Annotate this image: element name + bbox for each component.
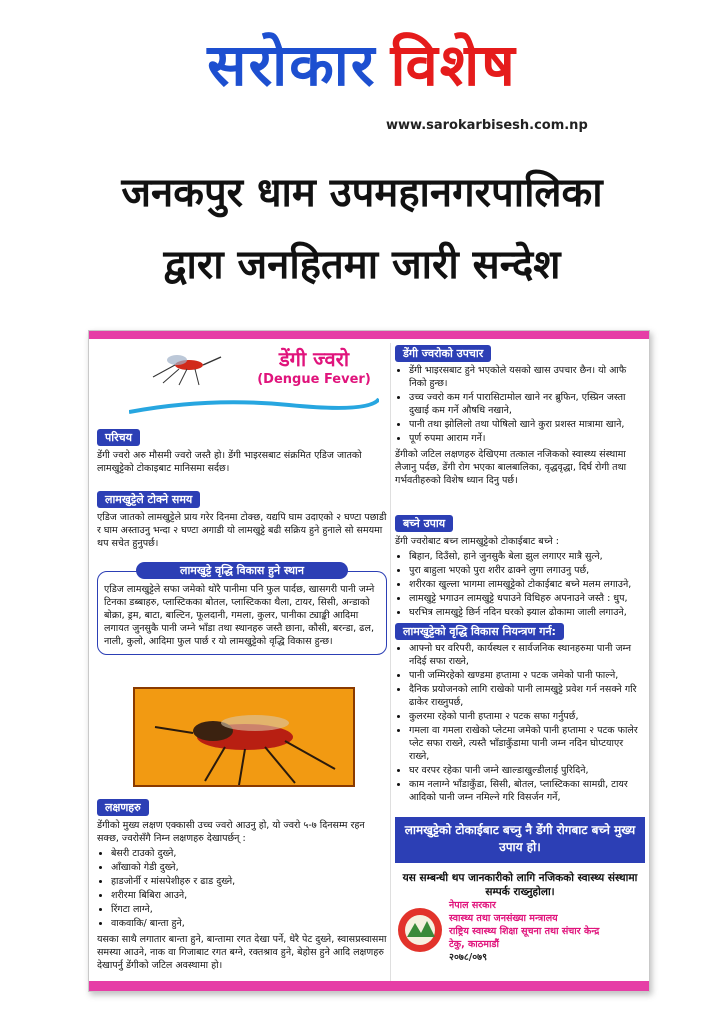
prevention-item: • शरीरका खुल्ला भागमा लामखुट्टेको टोकाईबाट बच्ने मलम लगाउने, — [409, 578, 645, 591]
prevention-intro: डेंगी ज्वरोबाट बच्न लामखुट्टेको टोकाईबाट बच्ने : — [395, 536, 559, 547]
symptom-item: • वाकवाकि/ बान्ता हुने, — [111, 917, 387, 930]
brand-name-part2: विशेष — [390, 31, 517, 99]
poster-title-block — [239, 345, 389, 387]
symptoms-closing: यसका साथै लगातार बान्ता हुने, बान्तामा रगत देखा पर्ने, धेरै पेट दुख्ने, स्वासप्रस्वासमा समस्या आउने, नाक वा गिजाबाट रगत बग्ने, रक्तश्राव हुने, बेहोस हुने आदि लक्षणहरु देखापर्नु डेंगीको जटिल अवस्थामा हो। — [97, 934, 387, 971]
control-item: • कुलरमा रहेको पानी हप्तामा २ पटक सफा गर्नुपर्छ, — [409, 710, 645, 723]
mosquito-photo — [133, 687, 355, 787]
prevention-list — [395, 550, 645, 619]
symptom-item: • रिंगटा लाग्ने, — [111, 903, 387, 916]
brand-name-part1: सरोकार — [207, 31, 377, 99]
treatment-note: डेंगीको जटिल लक्षणहरु देखिएमा तत्काल नजिकको स्वास्थ्य संस्थामा लैजानु पर्दछ, डेंगी रोग भएका बालबालिका, वृद्धवृद्धा, दिर्घ रोगी तथा गर्भवतीहरुको विशेष ध्यान दिनु पर्छ। — [395, 449, 627, 486]
symptoms-list — [97, 847, 387, 930]
issuer-gov: नेपाल सरकार — [449, 900, 496, 911]
breeding-heading: लामखुट्टे वृद्धि विकास हुने स्थान — [136, 562, 348, 579]
treatment-item: • पानी तथा झोलिलो तथा पोषिलो खाने कुरा प्रशस्त मात्रामा खाने, — [409, 418, 645, 431]
poster-bottom-band — [89, 981, 649, 991]
breeding-section — [97, 564, 387, 655]
brand-logo — [0, 30, 724, 100]
headline-line2: द्वारा जनहितमा जारी सन्देश — [163, 242, 561, 288]
control-section — [395, 623, 645, 805]
prevention-item: • घरभित्र लामखुट्टे छिर्न नदिन घरको झ्याल ढोकामा जाली लगाउने, — [409, 606, 645, 619]
bite-time-section — [97, 491, 387, 550]
brand-url[interactable]: www.sarokarbisesh.com.np — [386, 118, 588, 133]
dengue-poster — [88, 330, 650, 992]
control-item: • दैनिक प्रयोजनको लागि राखेको पानी लामखुट्टे प्रवेश गर्न नसक्ने गरि ढाकेर राख्नुपर्छ, — [409, 683, 645, 709]
prevention-item: • लामखुट्टे भगाउन लामखुट्टे धपाउने विधिहरु अपनाउने जस्तै : धुप, — [409, 592, 645, 605]
symptom-item: • बेसरी टाउको दुख्ने, — [111, 847, 387, 860]
control-item: • काम नलाग्ने भाँडाकुँडा, सिसी, बोतल, प्लास्टिकका सामग्री, टायर आदिको पानी जम्न नमिल्ने गरि विसर्जन गर्ने, — [409, 778, 645, 804]
issuer-ministry: स्वास्थ्य तथा जनसंख्या मन्त्रालय — [449, 913, 558, 924]
poster-top-band — [89, 331, 649, 339]
intro-heading: परिचय — [97, 429, 140, 446]
issuer-block — [449, 899, 645, 964]
bite-time-heading: लामखुट्टेले टोक्ने समय — [97, 491, 200, 508]
intro-text: डेंगी ज्वरो अरु मौसमी ज्वरो जस्तै हो। डेंगी भाइरसबाट संक्रमित एडिज जातको लामखुट्टेको टोकाइबाट मानिसमा सर्दछ। — [97, 450, 362, 474]
nepal-emblem-icon — [395, 905, 445, 955]
symptoms-intro: डेंगीको मुख्य लक्षण एक्कासी उच्च ज्वरो आउनु हो, यो ज्वरो ५-७ दिनसम्म रहन सक्छ, ज्वरोसँगै निम्न लक्षणहरु देखापर्छन् : — [97, 820, 365, 844]
brand-name — [0, 30, 724, 100]
issuer-center: राष्ट्रिय स्वास्थ्य शिक्षा सूचना तथा संचार केन्द्र — [449, 926, 600, 937]
prevention-heading: बच्ने उपाय — [395, 515, 453, 532]
contact-note: यस सम्बन्धी थप जानकारीको लागि नजिकको स्वास्थ्य संस्थामा सम्पर्क राख्नुहोला। — [402, 872, 638, 898]
control-list — [395, 642, 645, 804]
intro-section — [97, 429, 387, 475]
symptoms-section — [97, 799, 387, 972]
bite-time-text: एडिज जातको लामखुट्टेले प्राय गरेर दिनमा टोक्छ, यद्यपि घाम उदाएको २ घण्टा पछाडी र घाम अस्ताउनु भन्दा २ घण्टा अगाडी यो लामखुट्टे बढी सक्रिय हुने हुनाले सो समयमा थप सचेत हुनुपर्छ। — [97, 512, 387, 549]
symptoms-heading: लक्षणहरु — [97, 799, 149, 816]
treatment-item: • पूर्ण रुपमा आराम गर्ने। — [409, 432, 645, 445]
key-message-banner: लामखुट्टेको टोकाईबाट बच्नु नै डेंगी रोगबाट बच्ने मुख्य उपाय हो। — [395, 817, 645, 863]
treatment-section — [395, 345, 645, 487]
poster-title-np: डेंगी ज्वरो — [278, 347, 350, 371]
treatment-heading: डेंगी ज्वरोको उपचार — [395, 345, 491, 362]
control-item: • पानी जम्मिरहेको खण्डमा हप्तामा २ पटक जमेको पानी फाल्ने, — [409, 669, 645, 682]
control-item: • गमला वा गमला राखेको प्लेटमा जमेको पानी हप्तामा २ पटक फालेर प्लेट सफा राख्ने, त्यस्तै भाँडाकुँडामा पानी जम्न नदिन घोप्टयाएर राख्ने, — [409, 724, 645, 763]
prevention-section — [395, 515, 645, 620]
issuer-place: टेकु, काठमाडौं — [449, 939, 499, 950]
wave-decoration — [129, 397, 379, 417]
treatment-list — [395, 364, 645, 445]
breeding-text: एडिज लामखुट्टेले सफा जमेको थोरै पानीमा पनि फुल पार्दछ, खासगरी पानी जम्ने टिनका डब्बाहरु, प्लास्टिकका बोतल, प्लास्टिकका थैला, टायर, सिसी, अन्डाको बोक्रा, ड्रम, बाटा, बाल्टिन, फूलदानी, गमला, कुलर, पानीका ट्याङ्की आदिमा लगायत जुनसुकै पानी जम्ने भाँडा तथा स्थानहरु जस्तै छाना, कौसी, बरन्डा, ढल, नाली, कुलो, आदिमा फुल पार्छ र यो लामखुट्टेको वृद्धि विकास हुन्छ। — [104, 584, 375, 647]
breeding-box — [97, 564, 387, 655]
poster-title-en: (Dengue Fever) — [257, 372, 371, 387]
control-heading: लामखुट्टेको वृद्धि विकास नियन्त्रण गर्न: — [395, 623, 564, 640]
control-item: • आफ्नो घर वरिपरी, कार्यस्थल र सार्वजनिक स्थानहरुमा पानी जम्न नदिई सफा राख्ने, — [409, 642, 645, 668]
symptom-item: • आँखाको गेडी दुख्ने, — [111, 861, 387, 874]
column-divider — [390, 343, 391, 983]
headline-line1: जनकपुर धाम उपमहानगरपालिका — [121, 170, 603, 216]
control-item: • घर वरपर रहेका पानी जम्ने खाल्डाखुल्डीलाई पुरिदिने, — [409, 764, 645, 777]
prevention-item: • पुरा बाहुला भएको पुरा शरीर ढाक्ने लुगा लगाउनु पर्छ, — [409, 564, 645, 577]
prevention-item: • बिहान, दिउँसो, हाने जुनसुकै बेला झुल लगाएर मात्रै सुत्ने, — [409, 550, 645, 563]
symptom-item: • हाडजोर्नी र मांसपेशीहरु र ढाड दुख्ने, — [111, 875, 387, 888]
issuer-ref: २०७८/०७९ — [449, 952, 488, 963]
treatment-item: • उच्च ज्वरो कम गर्न पारासिटामोल खाने नर ब्रुफिन, एस्प्रिन जस्ता दुखाई कम गर्ने औषधि नखाने, — [409, 391, 645, 417]
treatment-item: • डेंगी भाइरसबाट हुने भएकोले यसको खास उपचार छैन। यो आफै निको हुन्छ। — [409, 364, 645, 390]
symptom-item: • शरीरमा बिबिरा आउने, — [111, 889, 387, 902]
mosquito-icon — [149, 347, 229, 387]
